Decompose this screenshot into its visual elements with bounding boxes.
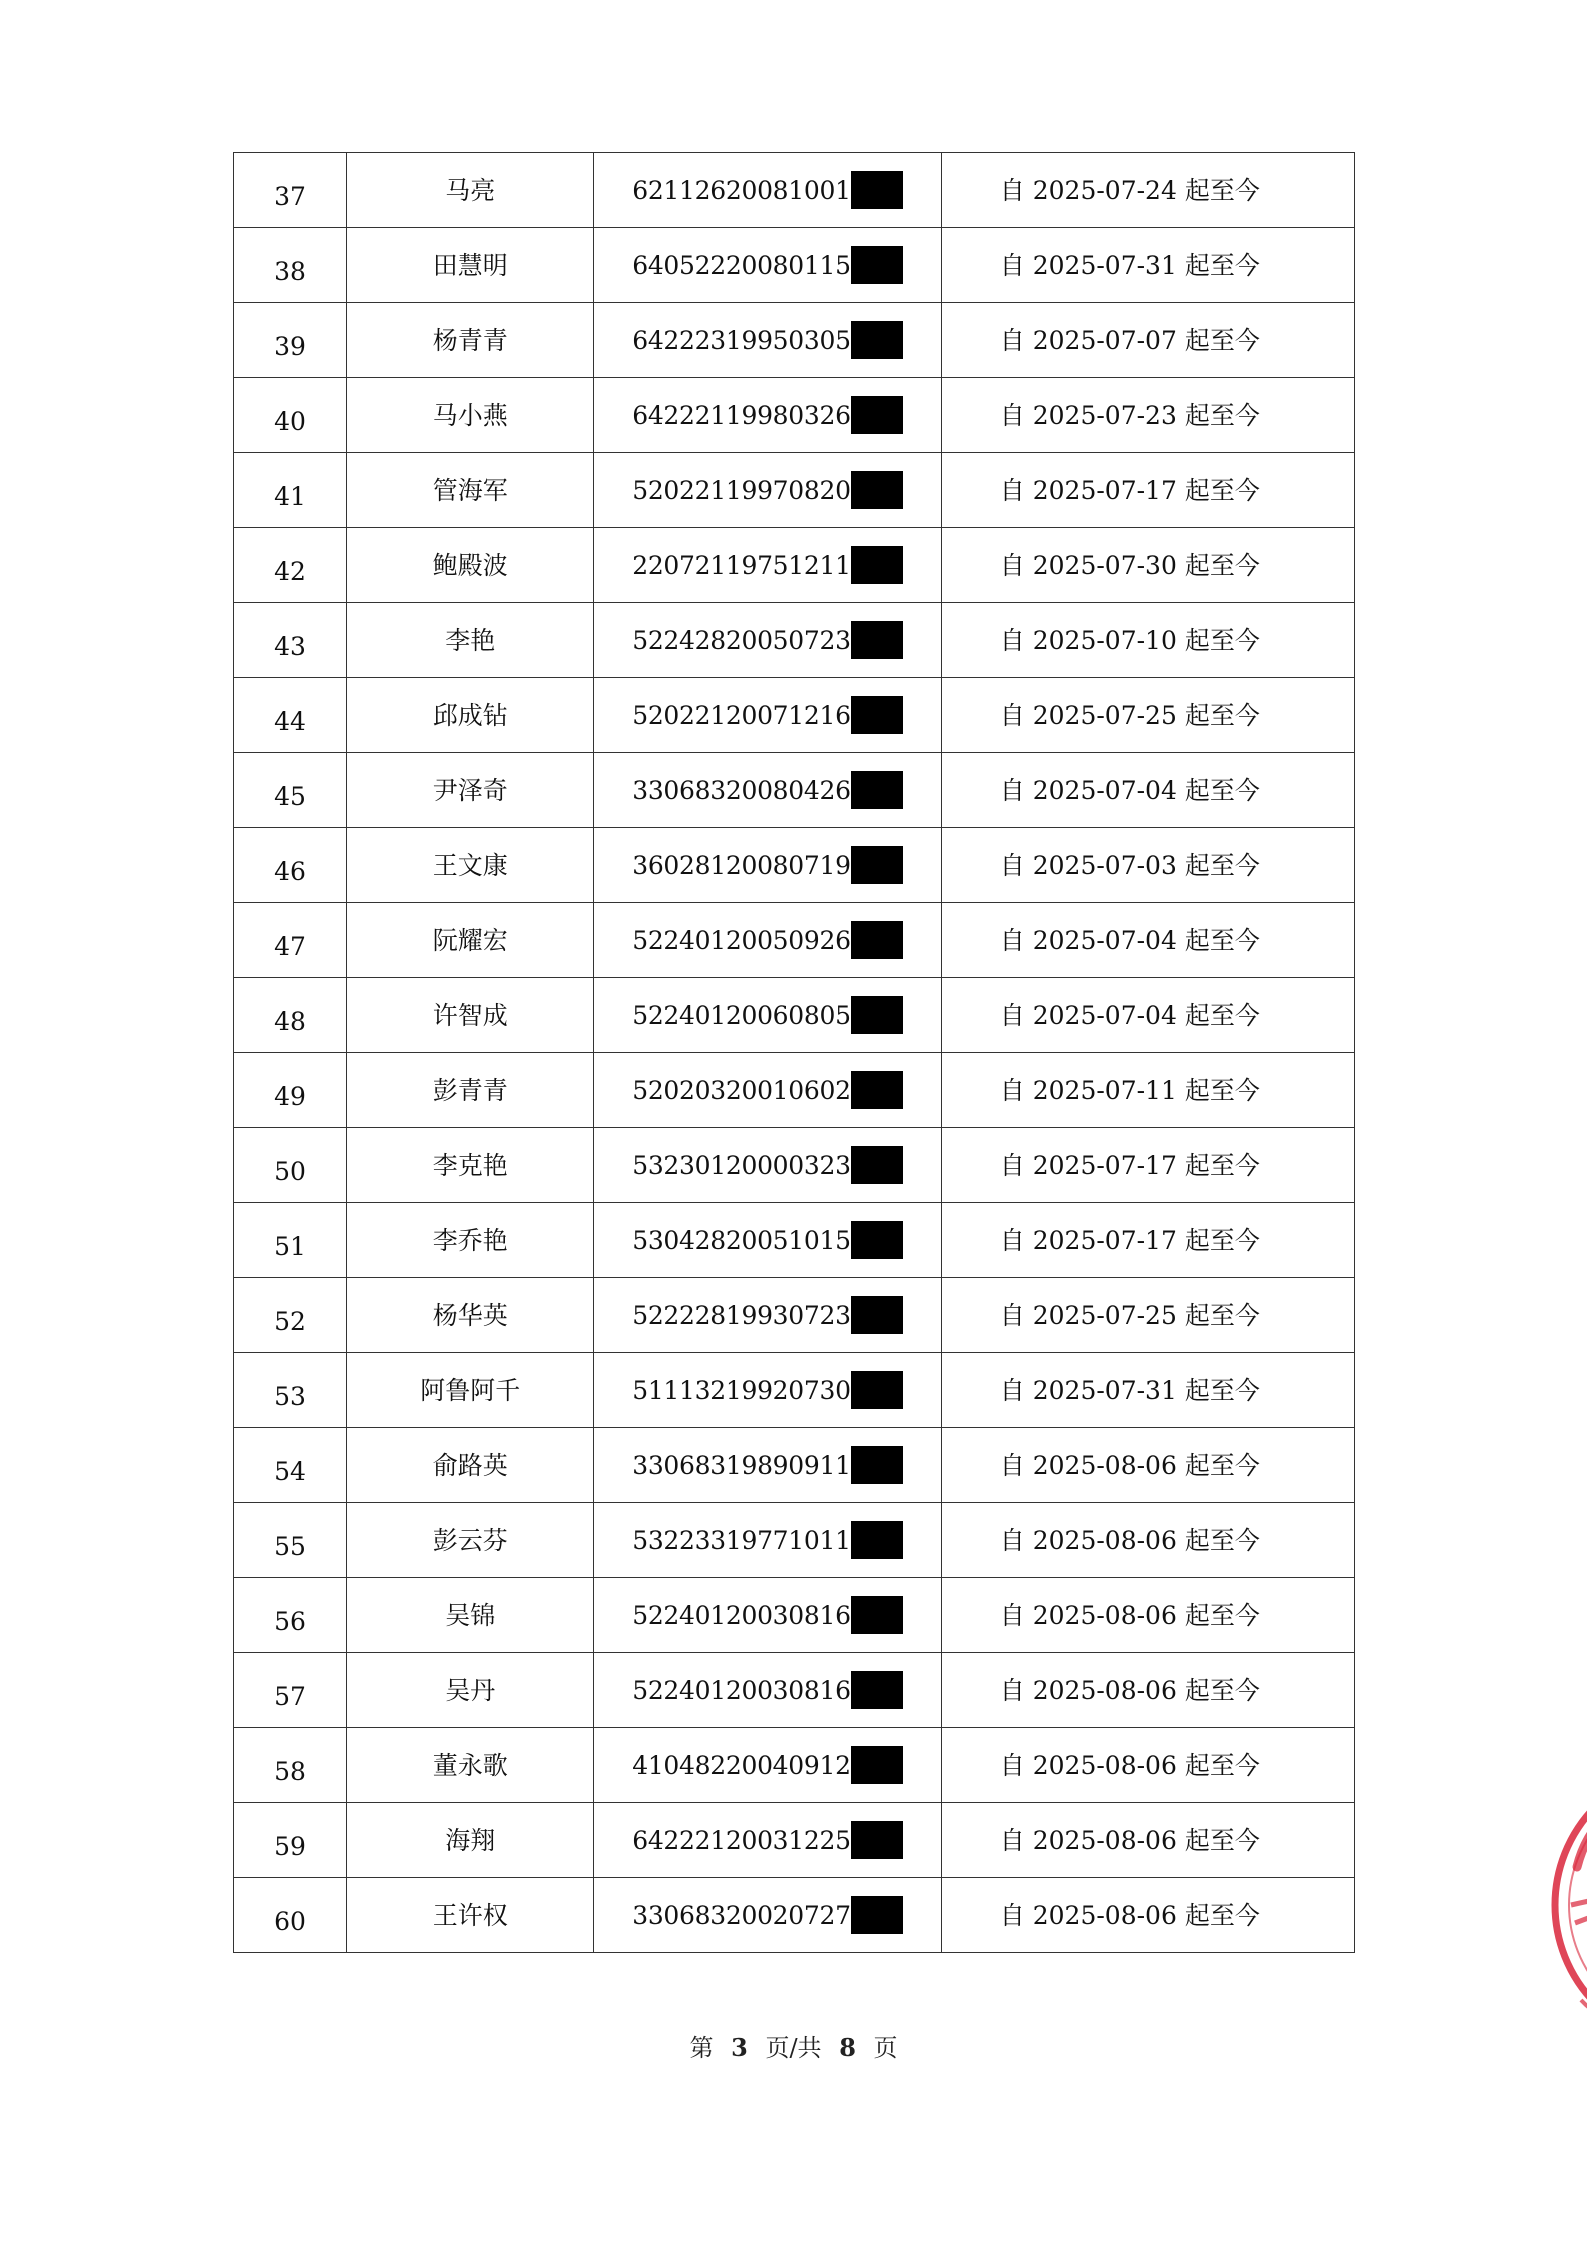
redaction-block [851, 246, 903, 284]
table-row [234, 1353, 1355, 1428]
row-number: 46 [274, 856, 306, 886]
id-number-visible: 33068320020727 [632, 1900, 851, 1930]
start-date-cell [941, 378, 1354, 453]
row-number: 50 [274, 1156, 306, 1186]
name-cell [347, 228, 594, 303]
redaction-block [851, 846, 903, 884]
row-number: 43 [274, 631, 306, 661]
person-name: 彭云芬 [432, 1525, 508, 1555]
start-date-text: 自 2025-08-06 起至今 [999, 1900, 1260, 1930]
id-number-group [632, 1446, 902, 1484]
row-number: 55 [274, 1531, 306, 1561]
id-number-visible: 52240120030816 [632, 1675, 851, 1705]
id-number-cell [594, 303, 941, 378]
start-date-cell [941, 153, 1354, 228]
start-date-cell [941, 978, 1354, 1053]
current-page-number: 3 [731, 2033, 748, 2062]
id-number-visible: 64052220080115 [632, 250, 851, 280]
row-number-cell [234, 1803, 347, 1878]
table-row [234, 903, 1355, 978]
name-cell [347, 1053, 594, 1128]
table-row [234, 1503, 1355, 1578]
records-table-body [234, 153, 1355, 1953]
table-row [234, 1428, 1355, 1503]
id-number-cell [594, 1578, 941, 1653]
redaction-block [851, 171, 903, 209]
row-number-cell [234, 1278, 347, 1353]
id-number-cell [594, 1053, 941, 1128]
id-number-group [632, 1671, 902, 1709]
person-name: 李克艳 [432, 1150, 508, 1180]
id-number-visible: 52022119970820 [632, 475, 851, 505]
row-number: 48 [274, 1006, 306, 1036]
row-number: 53 [274, 1381, 306, 1411]
person-name: 海翔 [445, 1825, 496, 1855]
row-number-cell [234, 903, 347, 978]
id-number-cell [594, 453, 941, 528]
id-number-group [632, 1221, 902, 1259]
name-cell [347, 1578, 594, 1653]
start-date-text: 自 2025-07-11 起至今 [999, 1075, 1260, 1105]
start-date-cell [941, 678, 1354, 753]
start-date-text: 自 2025-08-06 起至今 [999, 1600, 1260, 1630]
person-name: 吴锦 [445, 1600, 496, 1630]
row-number-cell [234, 678, 347, 753]
table-row [234, 828, 1355, 903]
id-number-group [632, 1296, 902, 1334]
id-number-visible: 53230120000323 [632, 1150, 851, 1180]
row-number: 41 [274, 481, 306, 511]
start-date-cell [941, 1653, 1354, 1728]
table-row [234, 1878, 1355, 1953]
person-name: 阮耀宏 [432, 925, 508, 955]
table-row [234, 1578, 1355, 1653]
start-date-cell [941, 1278, 1354, 1353]
start-date-cell [941, 753, 1354, 828]
id-number-cell [594, 528, 941, 603]
name-cell [347, 378, 594, 453]
row-number-cell [234, 453, 347, 528]
id-number-group [632, 696, 902, 734]
id-number-group [632, 621, 902, 659]
row-number-cell [234, 1428, 347, 1503]
row-number: 56 [274, 1606, 306, 1636]
id-number-group [632, 546, 902, 584]
redaction-block [851, 771, 903, 809]
row-number-cell [234, 1878, 347, 1953]
row-number: 42 [274, 556, 306, 586]
start-date-text: 自 2025-08-06 起至今 [999, 1750, 1260, 1780]
start-date-text: 自 2025-07-04 起至今 [999, 1000, 1260, 1030]
table-row [234, 978, 1355, 1053]
id-number-visible: 52240120030816 [632, 1600, 851, 1630]
row-number: 40 [274, 406, 306, 436]
id-number-group [632, 996, 902, 1034]
id-number-cell [594, 153, 941, 228]
person-name: 彭青青 [432, 1075, 508, 1105]
person-name: 董永歌 [432, 1750, 508, 1780]
table-row [234, 678, 1355, 753]
id-number-visible: 64222119980326 [632, 400, 851, 430]
id-number-group [632, 1746, 902, 1784]
start-date-cell [941, 1353, 1354, 1428]
name-cell [347, 1128, 594, 1203]
name-cell [347, 1428, 594, 1503]
person-name: 马小燕 [432, 400, 508, 430]
footer-prefix: 第 [689, 2034, 714, 2062]
start-date-cell [941, 1203, 1354, 1278]
person-name: 管海军 [432, 475, 508, 505]
start-date-text: 自 2025-07-03 起至今 [999, 850, 1260, 880]
table-row [234, 228, 1355, 303]
name-cell [347, 603, 594, 678]
id-number-group [632, 246, 902, 284]
row-number-cell [234, 753, 347, 828]
id-number-visible: 52240120060805 [632, 1000, 851, 1030]
person-name: 吴丹 [445, 1675, 496, 1705]
person-name: 李艳 [445, 625, 496, 655]
start-date-cell [941, 228, 1354, 303]
redaction-block [851, 1146, 903, 1184]
id-number-group [632, 1071, 902, 1109]
page-footer [0, 2028, 1587, 2063]
id-number-visible: 62112620081001 [632, 175, 851, 205]
start-date-text: 自 2025-07-30 起至今 [999, 550, 1260, 580]
start-date-cell [941, 1428, 1354, 1503]
table-row [234, 303, 1355, 378]
start-date-cell [941, 1803, 1354, 1878]
name-cell [347, 453, 594, 528]
person-name: 王文康 [432, 850, 508, 880]
row-number-cell [234, 1578, 347, 1653]
id-number-cell [594, 1653, 941, 1728]
id-number-cell [594, 1728, 941, 1803]
start-date-text: 自 2025-07-31 起至今 [999, 1375, 1260, 1405]
start-date-cell [941, 528, 1354, 603]
id-number-visible: 64222120031225 [632, 1825, 851, 1855]
start-date-text: 自 2025-07-23 起至今 [999, 400, 1260, 430]
name-cell [347, 1203, 594, 1278]
name-cell [347, 1878, 594, 1953]
row-number-cell [234, 1503, 347, 1578]
name-cell [347, 528, 594, 603]
redaction-block [851, 1446, 903, 1484]
id-number-cell [594, 678, 941, 753]
person-name: 邱成钻 [432, 700, 508, 730]
redaction-block [851, 1071, 903, 1109]
table-row [234, 603, 1355, 678]
person-name: 俞路英 [432, 1450, 508, 1480]
redaction-block [851, 921, 903, 959]
redaction-block [851, 1221, 903, 1259]
name-cell [347, 1353, 594, 1428]
person-name: 王许权 [432, 1900, 508, 1930]
start-date-cell [941, 1728, 1354, 1803]
person-name: 马亮 [445, 175, 496, 205]
id-number-cell [594, 753, 941, 828]
table-row [234, 378, 1355, 453]
id-number-visible: 52022120071216 [632, 700, 851, 730]
row-number-cell [234, 603, 347, 678]
id-number-visible: 22072119751211 [632, 550, 851, 580]
id-number-visible: 33068319890911 [632, 1450, 851, 1480]
start-date-text: 自 2025-07-25 起至今 [999, 1300, 1260, 1330]
id-number-visible: 64222319950305 [632, 325, 851, 355]
id-number-visible: 33068320080426 [632, 775, 851, 805]
table-row [234, 1728, 1355, 1803]
row-number-cell [234, 1128, 347, 1203]
id-number-visible: 53042820051015 [632, 1225, 851, 1255]
start-date-cell [941, 828, 1354, 903]
name-cell [347, 903, 594, 978]
redaction-block [851, 321, 903, 359]
redaction-block [851, 1671, 903, 1709]
start-date-cell [941, 1878, 1354, 1953]
id-number-group [632, 171, 902, 209]
row-number: 47 [274, 931, 306, 961]
start-date-text: 自 2025-08-06 起至今 [999, 1675, 1260, 1705]
id-number-cell [594, 1878, 941, 1953]
start-date-text: 自 2025-07-07 起至今 [999, 325, 1260, 355]
start-date-text: 自 2025-07-10 起至今 [999, 625, 1260, 655]
id-number-group [632, 1371, 902, 1409]
row-number-cell [234, 528, 347, 603]
start-date-text: 自 2025-07-17 起至今 [999, 1150, 1260, 1180]
id-number-group [632, 1146, 902, 1184]
id-number-group [632, 846, 902, 884]
id-number-group [632, 1821, 902, 1859]
redaction-block [851, 1821, 903, 1859]
id-number-visible: 51113219920730 [632, 1375, 851, 1405]
person-name: 尹泽奇 [432, 775, 508, 805]
redaction-block [851, 996, 903, 1034]
start-date-cell [941, 1053, 1354, 1128]
start-date-text: 自 2025-08-06 起至今 [999, 1525, 1260, 1555]
id-number-visible: 52020320010602 [632, 1075, 851, 1105]
name-cell [347, 1653, 594, 1728]
id-number-visible: 41048220040912 [632, 1750, 851, 1780]
redaction-block [851, 1521, 903, 1559]
id-number-group [632, 921, 902, 959]
row-number: 44 [274, 706, 306, 736]
start-date-cell [941, 603, 1354, 678]
id-number-group [632, 771, 902, 809]
row-number-cell [234, 1653, 347, 1728]
start-date-cell [941, 1503, 1354, 1578]
redaction-block [851, 1596, 903, 1634]
row-number-cell [234, 1203, 347, 1278]
name-cell [347, 978, 594, 1053]
start-date-text: 自 2025-08-06 起至今 [999, 1825, 1260, 1855]
start-date-cell [941, 1578, 1354, 1653]
start-date-text: 自 2025-07-17 起至今 [999, 1225, 1260, 1255]
redaction-block [851, 1896, 903, 1934]
id-number-cell [594, 228, 941, 303]
name-cell [347, 303, 594, 378]
id-number-cell [594, 1278, 941, 1353]
person-name: 阿鲁阿千 [420, 1375, 521, 1405]
name-cell [347, 1503, 594, 1578]
footer-suffix: 页 [873, 2034, 898, 2062]
table-row [234, 1653, 1355, 1728]
total-page-number: 8 [839, 2033, 856, 2062]
name-cell [347, 753, 594, 828]
id-number-group [632, 396, 902, 434]
redaction-block [851, 396, 903, 434]
id-number-cell [594, 1128, 941, 1203]
person-name: 杨华英 [432, 1300, 508, 1330]
table-row [234, 1803, 1355, 1878]
row-number: 52 [274, 1306, 306, 1336]
row-number: 37 [274, 181, 306, 211]
redaction-block [851, 621, 903, 659]
id-number-visible: 53223319771011 [632, 1525, 851, 1555]
redaction-block [851, 1296, 903, 1334]
row-number: 58 [274, 1756, 306, 1786]
redaction-block [851, 1371, 903, 1409]
start-date-text: 自 2025-07-04 起至今 [999, 925, 1260, 955]
table-row [234, 1128, 1355, 1203]
id-number-group [632, 1521, 902, 1559]
id-number-cell [594, 1428, 941, 1503]
row-number: 51 [274, 1231, 306, 1261]
id-number-group [632, 321, 902, 359]
table-row [234, 753, 1355, 828]
id-number-visible: 36028120080719 [632, 850, 851, 880]
row-number: 59 [274, 1831, 306, 1861]
id-number-cell [594, 378, 941, 453]
row-number: 38 [274, 256, 306, 286]
official-seal-stamp [1545, 1755, 1587, 2055]
name-cell [347, 678, 594, 753]
name-cell [347, 1728, 594, 1803]
row-number: 54 [274, 1456, 306, 1486]
person-name: 鲍殿波 [432, 550, 508, 580]
row-number-cell [234, 303, 347, 378]
id-number-cell [594, 903, 941, 978]
id-number-cell [594, 828, 941, 903]
id-number-cell [594, 603, 941, 678]
redaction-block [851, 546, 903, 584]
person-name: 李乔艳 [432, 1225, 508, 1255]
row-number: 57 [274, 1681, 306, 1711]
table-row [234, 1278, 1355, 1353]
id-number-group [632, 1896, 902, 1934]
table-row [234, 453, 1355, 528]
row-number: 60 [274, 1906, 306, 1936]
table-row [234, 1053, 1355, 1128]
row-number-cell [234, 378, 347, 453]
start-date-cell [941, 903, 1354, 978]
row-number: 49 [274, 1081, 306, 1111]
row-number: 45 [274, 781, 306, 811]
start-date-cell [941, 1128, 1354, 1203]
row-number-cell [234, 1053, 347, 1128]
row-number-cell [234, 828, 347, 903]
redaction-block [851, 696, 903, 734]
start-date-text: 自 2025-07-31 起至今 [999, 250, 1260, 280]
redaction-block [851, 1746, 903, 1784]
id-number-group [632, 1596, 902, 1634]
id-number-cell [594, 1803, 941, 1878]
name-cell [347, 153, 594, 228]
start-date-cell [941, 303, 1354, 378]
row-number-cell [234, 978, 347, 1053]
name-cell [347, 1278, 594, 1353]
id-number-visible: 52240120050926 [632, 925, 851, 955]
id-number-cell [594, 1503, 941, 1578]
id-number-visible: 52222819930723 [632, 1300, 851, 1330]
table-row [234, 153, 1355, 228]
id-number-cell [594, 1203, 941, 1278]
start-date-text: 自 2025-07-17 起至今 [999, 475, 1260, 505]
table-row [234, 1203, 1355, 1278]
id-number-group [632, 471, 902, 509]
person-name: 许智成 [432, 1000, 508, 1030]
person-name: 田慧明 [432, 250, 508, 280]
start-date-cell [941, 453, 1354, 528]
footer-middle: 页/共 [765, 2034, 822, 2062]
name-cell [347, 828, 594, 903]
table-row [234, 528, 1355, 603]
person-name: 杨青青 [432, 325, 508, 355]
id-number-visible: 52242820050723 [632, 625, 851, 655]
id-number-cell [594, 1353, 941, 1428]
records-table [233, 152, 1355, 1953]
start-date-text: 自 2025-07-24 起至今 [999, 175, 1260, 205]
row-number: 39 [274, 331, 306, 361]
start-date-text: 自 2025-08-06 起至今 [999, 1450, 1260, 1480]
row-number-cell [234, 228, 347, 303]
redaction-block [851, 471, 903, 509]
start-date-text: 自 2025-07-25 起至今 [999, 700, 1260, 730]
row-number-cell [234, 1353, 347, 1428]
name-cell [347, 1803, 594, 1878]
start-date-text: 自 2025-07-04 起至今 [999, 775, 1260, 805]
row-number-cell [234, 153, 347, 228]
row-number-cell [234, 1728, 347, 1803]
id-number-cell [594, 978, 941, 1053]
